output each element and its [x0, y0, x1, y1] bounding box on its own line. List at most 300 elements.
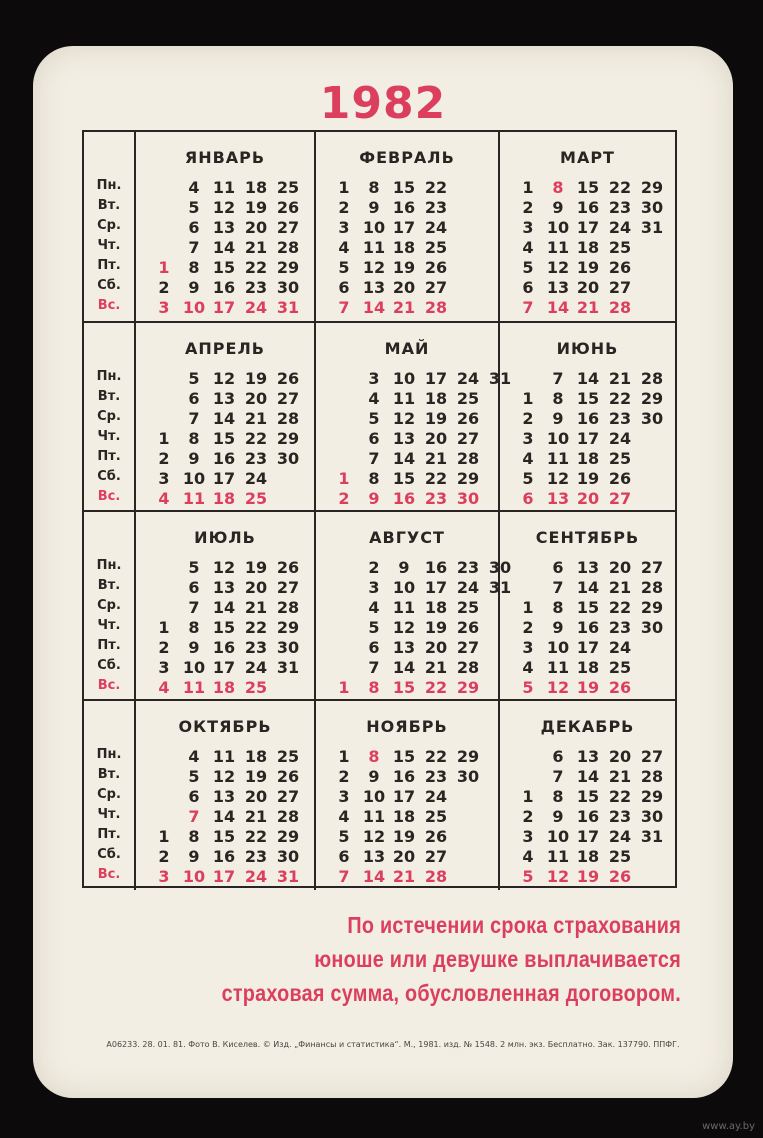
- calendar-day: 17: [424, 578, 448, 597]
- calendar-day: 30: [276, 638, 300, 657]
- calendar-day: 31: [488, 369, 512, 388]
- calendar-day: 11: [546, 238, 570, 257]
- calendar-day: 13: [362, 847, 386, 866]
- month-block: [500, 323, 675, 512]
- calendar-day: 12: [212, 558, 236, 577]
- calendar-day: 16: [576, 409, 600, 428]
- calendar-day: 11: [212, 747, 236, 766]
- calendar-day: 4: [158, 489, 170, 508]
- month-block: [316, 701, 500, 890]
- calendar-day: 10: [362, 787, 386, 806]
- calendar-day: 21: [392, 298, 416, 317]
- calendar-day: 9: [552, 409, 564, 428]
- calendar-day: 28: [424, 867, 448, 886]
- calendar-day: 15: [212, 618, 236, 637]
- calendar-day: 4: [368, 389, 380, 408]
- calendar-day: 22: [608, 178, 632, 197]
- calendar-day: 25: [608, 238, 632, 257]
- calendar-day: 27: [276, 578, 300, 597]
- calendar-day: 26: [276, 558, 300, 577]
- calendar-day: 28: [640, 767, 664, 786]
- calendar-day: 19: [244, 767, 268, 786]
- calendar-day: 6: [552, 558, 564, 577]
- calendar-day: 12: [546, 469, 570, 488]
- calendar-day: 23: [608, 409, 632, 428]
- calendar-day: 27: [276, 389, 300, 408]
- calendar-day: 16: [576, 198, 600, 217]
- insurance-notice: [81, 908, 681, 1010]
- calendar-day: 25: [608, 658, 632, 677]
- calendar-day: 21: [608, 369, 632, 388]
- calendar-day: 3: [522, 638, 534, 657]
- weekday-labels: [84, 323, 136, 512]
- calendar-day: 27: [276, 787, 300, 806]
- calendar-day: 7: [338, 867, 350, 886]
- weekday-label: Пт.: [97, 827, 121, 842]
- calendar-day: 29: [640, 598, 664, 617]
- calendar-day: 30: [640, 618, 664, 637]
- calendar-day: 17: [576, 429, 600, 448]
- calendar-day: 19: [576, 469, 600, 488]
- calendar-day: 8: [188, 258, 200, 277]
- calendar-day: 24: [244, 867, 268, 886]
- calendar-day: 5: [188, 369, 200, 388]
- calendar-day: 7: [188, 807, 200, 826]
- calendar-day: 2: [368, 558, 380, 577]
- calendar-day: 28: [276, 409, 300, 428]
- calendar-day: 9: [552, 618, 564, 637]
- calendar-day: 10: [182, 298, 206, 317]
- calendar-day: 5: [522, 469, 534, 488]
- calendar-day: 7: [188, 238, 200, 257]
- calendar-day: 4: [522, 847, 534, 866]
- calendar-day: 26: [456, 618, 480, 637]
- calendar-day: 20: [244, 578, 268, 597]
- calendar-day: 27: [640, 747, 664, 766]
- calendar-day: 18: [244, 747, 268, 766]
- calendar-day: 8: [552, 598, 564, 617]
- calendar-day: 29: [640, 787, 664, 806]
- calendar-day: 12: [362, 827, 386, 846]
- calendar-day: 30: [276, 847, 300, 866]
- calendar-day: 4: [338, 238, 350, 257]
- calendar-day: 18: [424, 598, 448, 617]
- calendar-day: 7: [338, 298, 350, 317]
- calendar-day: 28: [276, 238, 300, 257]
- calendar-day: 11: [362, 238, 386, 257]
- calendar-day: 18: [576, 449, 600, 468]
- month-name: МАРТ: [560, 148, 615, 167]
- calendar-day: 18: [576, 658, 600, 677]
- calendar-day: 12: [212, 369, 236, 388]
- calendar-day: 26: [608, 469, 632, 488]
- calendar-day: 13: [212, 787, 236, 806]
- weekday-label: Вс.: [97, 678, 121, 693]
- calendar-day: 18: [392, 238, 416, 257]
- calendar-day: 2: [158, 847, 170, 866]
- calendar-day: 23: [244, 278, 268, 297]
- calendar-day: 2: [522, 409, 534, 428]
- calendar-day: 21: [244, 598, 268, 617]
- year-title: 1982: [319, 78, 447, 129]
- weekday-label: Вс.: [97, 298, 121, 313]
- calendar-day: 6: [188, 578, 200, 597]
- calendar-day: 9: [552, 807, 564, 826]
- calendar-day: 1: [158, 618, 170, 637]
- weekday-label: Сб.: [97, 847, 121, 862]
- calendar-day: 7: [522, 298, 534, 317]
- calendar-day: 15: [392, 747, 416, 766]
- calendar-day: 17: [576, 218, 600, 237]
- calendar-day: 5: [188, 558, 200, 577]
- calendar-day: 8: [368, 178, 380, 197]
- calendar-day: 14: [212, 238, 236, 257]
- calendar-day: 3: [338, 787, 350, 806]
- calendar-day: 7: [552, 369, 564, 388]
- quarter-row: [84, 132, 675, 321]
- month-name: МАЙ: [384, 339, 430, 358]
- month-block: [136, 701, 316, 890]
- calendar-day: 15: [392, 469, 416, 488]
- calendar-day: 11: [182, 678, 206, 697]
- weekday-label: Пт.: [97, 449, 121, 464]
- calendar-day: 13: [392, 429, 416, 448]
- calendar-day: 19: [576, 867, 600, 886]
- calendar-day: 12: [392, 618, 416, 637]
- calendar-day: 5: [522, 258, 534, 277]
- calendar-day: 27: [608, 489, 632, 508]
- calendar-day: 1: [522, 598, 534, 617]
- calendar-day: 24: [244, 469, 268, 488]
- calendar-day: 20: [424, 429, 448, 448]
- weekday-label: Вт.: [97, 578, 121, 593]
- calendar-day: 4: [522, 449, 534, 468]
- calendar-day: 14: [392, 449, 416, 468]
- calendar-day: 8: [552, 389, 564, 408]
- calendar-day: 12: [362, 258, 386, 277]
- calendar-day: 22: [608, 389, 632, 408]
- weekday-label: Чт.: [97, 429, 121, 444]
- calendar-day: 11: [212, 178, 236, 197]
- calendar-day: 27: [276, 218, 300, 237]
- calendar-day: 10: [362, 218, 386, 237]
- calendar-day: 17: [392, 787, 416, 806]
- calendar-day: 23: [244, 449, 268, 468]
- quarter-row: [84, 321, 675, 512]
- calendar-day: 13: [392, 638, 416, 657]
- calendar-day: 3: [338, 218, 350, 237]
- calendar-day: 4: [158, 678, 170, 697]
- calendar-day: 3: [158, 298, 170, 317]
- calendar-day: 20: [608, 747, 632, 766]
- calendar-day: 25: [244, 489, 268, 508]
- calendar-day: 4: [522, 238, 534, 257]
- weekday-labels: [84, 132, 136, 321]
- calendar-day: 8: [188, 827, 200, 846]
- calendar-day: 31: [276, 658, 300, 677]
- calendar-day: 20: [392, 278, 416, 297]
- calendar-day: 3: [368, 369, 380, 388]
- calendar-day: 14: [392, 658, 416, 677]
- weekday-label: Вс.: [97, 489, 121, 504]
- calendar-day: 23: [456, 558, 480, 577]
- calendar-day: 23: [244, 638, 268, 657]
- calendar-day: 22: [424, 178, 448, 197]
- calendar-day: 17: [212, 469, 236, 488]
- calendar-day: 7: [188, 409, 200, 428]
- calendar-day: 19: [576, 258, 600, 277]
- calendar-day: 30: [276, 278, 300, 297]
- calendar-day: 23: [608, 807, 632, 826]
- calendar-day: 18: [424, 389, 448, 408]
- calendar-day: 22: [244, 429, 268, 448]
- calendar-day: 1: [522, 178, 534, 197]
- calendar-day: 1: [338, 747, 350, 766]
- month-name: АПРЕЛЬ: [185, 339, 265, 358]
- calendar-day: 31: [276, 867, 300, 886]
- calendar-day: 11: [362, 807, 386, 826]
- calendar-day: 2: [158, 638, 170, 657]
- calendar-day: 4: [188, 747, 200, 766]
- calendar-day: 11: [546, 658, 570, 677]
- calendar-day: 26: [456, 409, 480, 428]
- month-block: [500, 512, 675, 701]
- calendar-day: 14: [212, 598, 236, 617]
- calendar-grid: [82, 130, 677, 888]
- calendar-day: 4: [188, 178, 200, 197]
- calendar-day: 14: [362, 867, 386, 886]
- calendar-day: 28: [276, 807, 300, 826]
- calendar-day: 21: [244, 409, 268, 428]
- calendar-day: 25: [608, 449, 632, 468]
- calendar-day: 19: [244, 558, 268, 577]
- weekday-label: Ср.: [97, 218, 121, 233]
- calendar-day: 16: [424, 558, 448, 577]
- month-name: ИЮЛЬ: [194, 528, 256, 547]
- month-block: [500, 132, 675, 321]
- calendar-day: 20: [244, 389, 268, 408]
- calendar-day: 14: [546, 298, 570, 317]
- calendar-day: 29: [456, 747, 480, 766]
- weekday-label: Вс.: [97, 867, 121, 882]
- calendar-day: 16: [212, 449, 236, 468]
- calendar-day: 22: [244, 258, 268, 277]
- weekday-labels: [84, 701, 136, 890]
- calendar-day: 25: [244, 678, 268, 697]
- calendar-day: 17: [212, 298, 236, 317]
- calendar-day: 26: [276, 198, 300, 217]
- notice-line: По истечении срока страхования: [347, 912, 681, 938]
- calendar-day: 21: [608, 767, 632, 786]
- calendar-day: 16: [212, 278, 236, 297]
- calendar-day: 29: [640, 178, 664, 197]
- calendar-day: 8: [368, 678, 380, 697]
- calendar-day: 21: [576, 298, 600, 317]
- month-name: ФЕВРАЛЬ: [359, 148, 455, 167]
- weekday-label: Пн.: [96, 178, 122, 193]
- calendar-day: 17: [424, 369, 448, 388]
- calendar-day: 14: [576, 369, 600, 388]
- calendar-day: 14: [576, 767, 600, 786]
- calendar-day: 16: [212, 638, 236, 657]
- calendar-day: 17: [212, 658, 236, 677]
- month-block: [136, 323, 316, 512]
- weekday-label: Пн.: [96, 558, 122, 573]
- calendar-day: 5: [188, 198, 200, 217]
- calendar-day: 16: [576, 807, 600, 826]
- calendar-day: 31: [640, 218, 664, 237]
- calendar-day: 3: [368, 578, 380, 597]
- calendar-day: 21: [424, 449, 448, 468]
- weekday-label: Пт.: [97, 258, 121, 273]
- calendar-day: 1: [338, 678, 350, 697]
- calendar-day: 3: [522, 218, 534, 237]
- calendar-day: 19: [392, 258, 416, 277]
- calendar-day: 25: [456, 598, 480, 617]
- month-block: [316, 132, 500, 321]
- calendar-day: 12: [546, 678, 570, 697]
- calendar-day: 8: [368, 469, 380, 488]
- calendar-day: 3: [522, 827, 534, 846]
- calendar-day: 24: [608, 827, 632, 846]
- calendar-day: 16: [212, 847, 236, 866]
- calendar-day: 22: [244, 618, 268, 637]
- calendar-day: 24: [244, 298, 268, 317]
- month-block: [136, 512, 316, 701]
- calendar-day: 8: [188, 618, 200, 637]
- calendar-day: 25: [424, 807, 448, 826]
- calendar-day: 24: [608, 218, 632, 237]
- calendar-day: 18: [576, 238, 600, 257]
- calendar-day: 29: [456, 678, 480, 697]
- calendar-day: 28: [276, 598, 300, 617]
- calendar-day: 17: [392, 218, 416, 237]
- calendar-day: 7: [368, 658, 380, 677]
- month-name: ИЮНЬ: [556, 339, 619, 358]
- calendar-day: 10: [392, 578, 416, 597]
- calendar-day: 3: [158, 658, 170, 677]
- calendar-day: 18: [212, 678, 236, 697]
- calendar-day: 13: [362, 278, 386, 297]
- weekday-label: Сб.: [97, 658, 121, 673]
- calendar-day: 21: [424, 658, 448, 677]
- calendar-day: 18: [244, 178, 268, 197]
- calendar-day: 31: [640, 827, 664, 846]
- calendar-day: 10: [546, 429, 570, 448]
- calendar-day: 5: [368, 409, 380, 428]
- calendar-day: 19: [576, 678, 600, 697]
- weekday-label: Чт.: [97, 807, 121, 822]
- calendar-day: 1: [338, 178, 350, 197]
- calendar-day: 16: [392, 489, 416, 508]
- calendar-day: 19: [424, 618, 448, 637]
- calendar-day: 24: [608, 429, 632, 448]
- calendar-day: 27: [456, 638, 480, 657]
- calendar-day: 13: [546, 489, 570, 508]
- calendar-day: 29: [276, 258, 300, 277]
- calendar-day: 23: [424, 198, 448, 217]
- calendar-day: 30: [456, 489, 480, 508]
- calendar-day: 23: [244, 847, 268, 866]
- calendar-day: 6: [522, 278, 534, 297]
- calendar-day: 9: [188, 449, 200, 468]
- calendar-day: 27: [456, 429, 480, 448]
- calendar-day: 26: [424, 827, 448, 846]
- calendar-day: 2: [338, 489, 350, 508]
- calendar-day: 21: [244, 807, 268, 826]
- calendar-day: 19: [244, 198, 268, 217]
- calendar-day: 20: [576, 489, 600, 508]
- calendar-day: 15: [212, 827, 236, 846]
- weekday-labels: [84, 512, 136, 701]
- calendar-day: 30: [456, 767, 480, 786]
- calendar-day: 30: [640, 807, 664, 826]
- calendar-day: 24: [456, 578, 480, 597]
- calendar-day: 20: [424, 638, 448, 657]
- calendar-day: 9: [398, 558, 410, 577]
- calendar-day: 13: [212, 218, 236, 237]
- calendar-day: 31: [276, 298, 300, 317]
- calendar-day: 30: [640, 198, 664, 217]
- calendar-day: 28: [424, 298, 448, 317]
- calendar-day: 27: [424, 847, 448, 866]
- calendar-day: 21: [608, 578, 632, 597]
- calendar-day: 1: [522, 787, 534, 806]
- calendar-day: 1: [158, 827, 170, 846]
- calendar-day: 15: [576, 598, 600, 617]
- calendar-day: 20: [576, 278, 600, 297]
- calendar-day: 8: [552, 178, 564, 197]
- calendar-day: 20: [392, 847, 416, 866]
- weekday-label: Ср.: [97, 598, 121, 613]
- calendar-day: 29: [276, 827, 300, 846]
- calendar-day: 18: [392, 807, 416, 826]
- calendar-day: 25: [276, 178, 300, 197]
- calendar-day: 6: [188, 389, 200, 408]
- calendar-day: 16: [576, 618, 600, 637]
- calendar-day: 1: [338, 469, 350, 488]
- month-name: ОКТЯБРЬ: [178, 717, 272, 736]
- calendar-day: 18: [576, 847, 600, 866]
- calendar-day: 11: [182, 489, 206, 508]
- calendar-day: 2: [338, 767, 350, 786]
- calendar-day: 25: [276, 747, 300, 766]
- calendar-day: 8: [188, 429, 200, 448]
- calendar-day: 23: [424, 767, 448, 786]
- calendar-day: 22: [424, 747, 448, 766]
- calendar-day: 27: [608, 278, 632, 297]
- calendar-day: 2: [338, 198, 350, 217]
- calendar-day: 22: [424, 678, 448, 697]
- calendar-day: 9: [188, 278, 200, 297]
- calendar-day: 15: [576, 787, 600, 806]
- calendar-day: 19: [424, 409, 448, 428]
- calendar-day: 13: [576, 558, 600, 577]
- month-block: [500, 701, 675, 890]
- calendar-day: 6: [552, 747, 564, 766]
- calendar-day: 4: [368, 598, 380, 617]
- calendar-day: 11: [546, 847, 570, 866]
- calendar-day: 19: [392, 827, 416, 846]
- calendar-day: 10: [182, 658, 206, 677]
- weekday-label: Пн.: [96, 369, 122, 384]
- weekday-label: Сб.: [97, 278, 121, 293]
- calendar-day: 14: [212, 807, 236, 826]
- calendar-day: 28: [608, 298, 632, 317]
- calendar-day: 21: [244, 238, 268, 257]
- calendar-day: 9: [368, 198, 380, 217]
- calendar-day: 5: [188, 767, 200, 786]
